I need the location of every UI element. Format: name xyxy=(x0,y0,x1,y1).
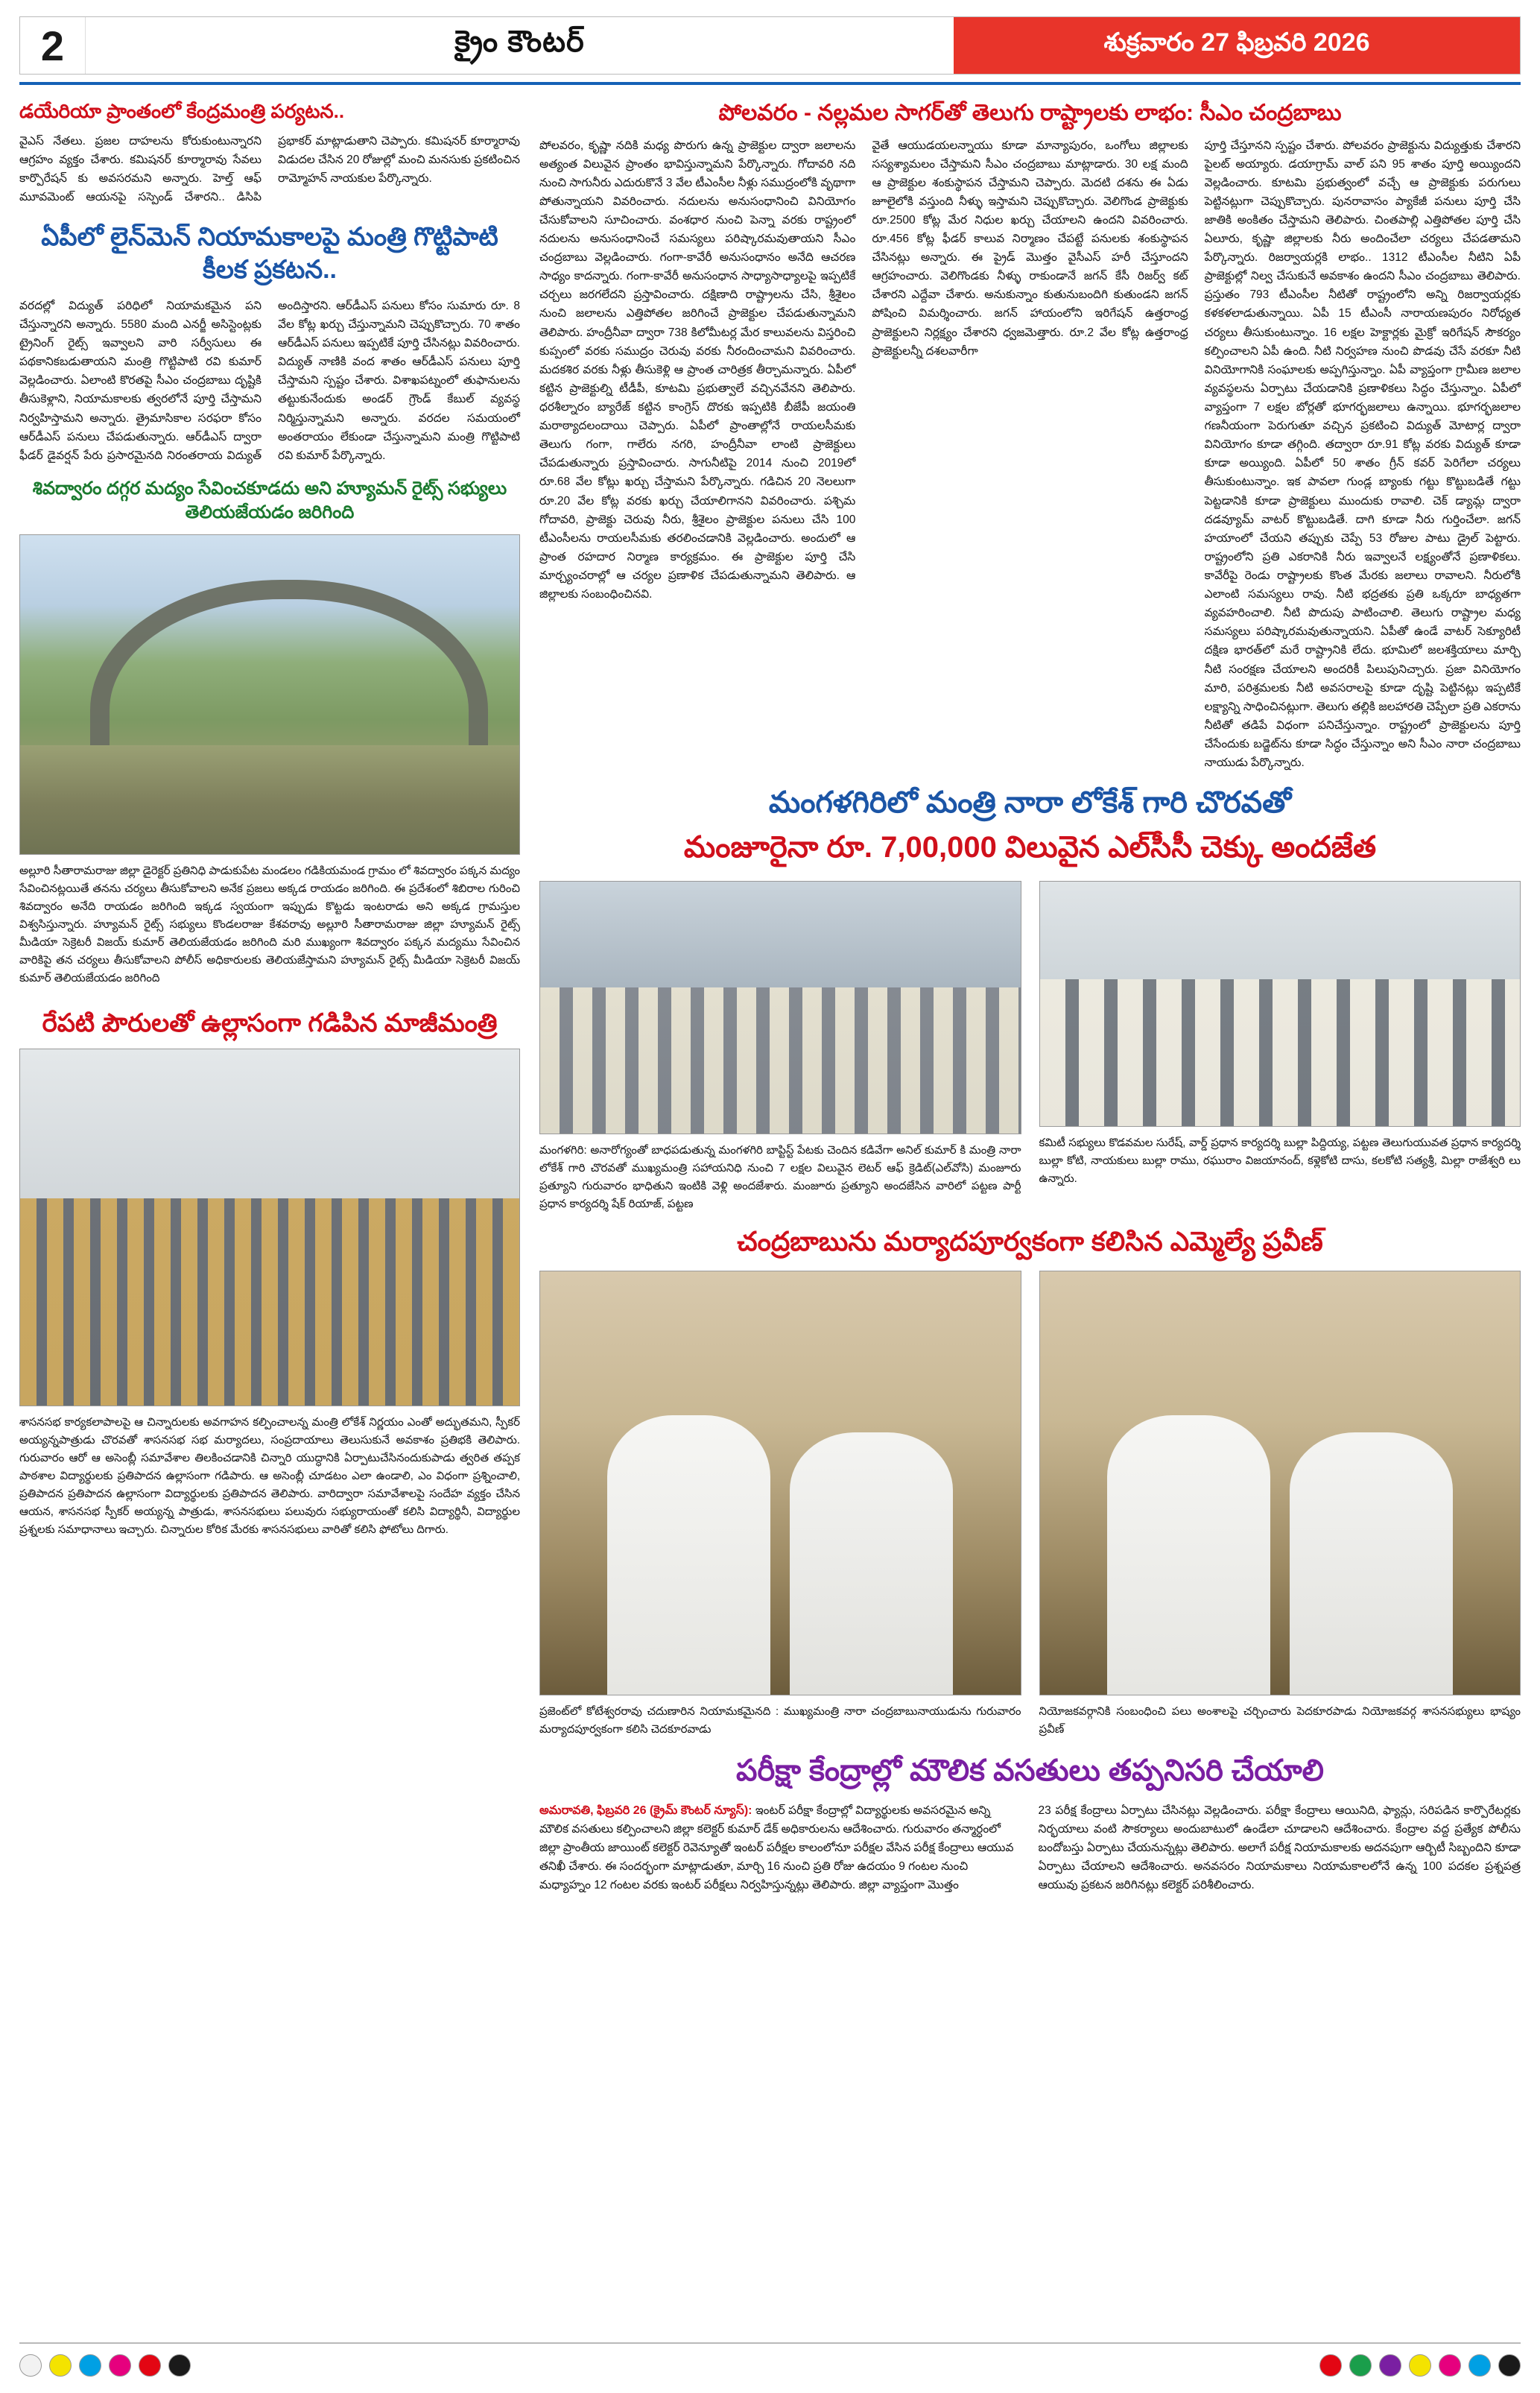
headline-liquor-notice: శివద్వారం దగ్గర మద్యం సేవించకూడదు అని హ్యూమన్ రైట్స్ సభ్యులు తెలియజేయడం జరిగింది xyxy=(32,478,507,523)
photo-cm-meeting-right xyxy=(1039,1271,1521,1695)
story-diarrhea-body: వైఎస్ నేతలు. ప్రజల దాహలను కోరుకుంటున్నారని ఆగ్రహం వ్యక్తం చేశారు. కమిషనర్ కూర్మారావు సేవలు కార్పొరేషన్ కు అవసరమని అన్నారు. హెల్త్ ఆఫ్ మూవమెంట్ ఆయనపై సస్పెండ్ చేశారని.. డిసిపి ప్రభాకర్ మాట్లాడుతాని చెప్పారు. కమిషనర్ కూర్మారావు విడుదల చేసిన 20 రోజుల్లో మంచి మనసుకు ప్రకటించిన రామ్మోహన్ నాయకుల పేర్కొన్నారు. xyxy=(19,135,520,204)
color-swatch-right-1 xyxy=(1349,2354,1372,2377)
photo-students-group xyxy=(19,1049,520,1406)
color-swatch-left-3 xyxy=(109,2354,131,2377)
left-column xyxy=(19,95,520,1894)
photo-cheque-handover-left xyxy=(539,881,1021,1134)
footer-colorbars xyxy=(19,2354,1521,2377)
caption-cm-meeting-right: నియోజకవర్గానికి సంబంధించి పలు అంశాలపై చర్చించారు పెదకూరపాడు నియోజకవర్గ శాసనసభ్యులు భాష్యం ప్రవీణ్ xyxy=(1039,1704,1521,1736)
headline-diarrhea-visit: డయేరియా ప్రాంతంలో కేంద్రమంత్రి పర్యటన.. xyxy=(19,100,345,122)
color-swatch-left-4 xyxy=(139,2354,161,2377)
color-swatch-right-5 xyxy=(1468,2354,1491,2377)
exam-dateline: అమరావతి, ఫిబ్రవరి 26 (క్రైమ్ కౌంటర్ న్యూస్): xyxy=(539,1804,752,1817)
color-swatch-left-2 xyxy=(79,2354,101,2377)
caption-cheque-handover-right: కమిటీ సభ్యులు కొడవమల సురేష్, వార్డ్ ప్రధాన కార్యదర్శి బుల్లా పిద్దియ్య, పట్టణ తెలుగుయువత ప్రధాన కార్యదర్శి బుల్లా కోటి, నాయకులు బుల్లా రాము, రఘురాం విజయానంద్, కళ్లెకోటి దాసు, కలకోటి సత్యశ్రీ, మిల్లా రాజేశ్వరి లు ఉన్నారు. xyxy=(1039,1137,1521,1186)
caption-cm-meeting-left: ప్రజెంట్‌లో కోటేశ్వరరావు చదుణారిన నియామకమైనది : ముఖ్యమంత్రి నారా చంద్రబాబునాయుడును గురువారం మర్యాదపూర్వకంగా కలిసి చెదకూరవాడు xyxy=(539,1704,1021,1736)
page-number: 2 xyxy=(20,17,86,74)
headline-exminister-students: రేపటి పౌరులతో ఉల్లాసంగా గడిపిన మాజీమంత్రి xyxy=(42,1008,498,1037)
headline-mangalagiri-line2: మంజూరైనా రూ. 7,00,000 విలువైన ఎల్‌సీసీ చెక్కు అందజేత xyxy=(683,831,1377,864)
story-lineman-body: వరదల్లో విద్యుత్ పరిధిలో నియామకమైన పని చేస్తున్నారని అన్నారు. 5580 మంది ఎనర్జీ అసిస్టెంట్లకు ట్రైనింగ్ రైట్స్ ఇవ్వాలని వారి సర్వీసులు ఈ పథకానికబడుతాయని మంత్రి గొట్టిపాటి రవి కుమార్ వెల్లడించారు. ఏలాంటి కొరతపై సీఎం చంద్రబాబు దృష్టికి తీసుకెళ్లాని, నియామకాలకు త్వరలోనే పూర్తి చేస్తామని నిర్వహిస్తామని అన్నారు. త్రైమాసికాల సరఫరా కోసం ఆర్‌డీఎస్ పనులు చేపడుతున్నారు. ఆర్‌డీఎస్ ద్వారా ఫీడర్ డైవర్షన్ పేరు ప్రసారమైనది నిరంతరాయ విద్యుత్ అందిస్తారని. ఆర్‌డీఎస్ పనులు కోసం సుమారు రూ. 8 వేల కోట్ల ఖర్చు చేస్తున్నామని చెప్పుకొచ్చారు. 70 శాతం ఆర్‌డీఎస్ పనులు ఇప్పటికే పూర్తి చేసినట్లు వివరించారు. విద్యుత్ నాణికి వంద శాతం ఆర్‌డీఎస్ పనులు పూర్తి చేస్తామని స్పష్టం చేశారు. విశాఖపట్నంలో తుఫానులను తట్టుకునేందుకు అండర్ గ్రౌండ్ కేబుల్ వ్యవస్థ నిర్మిస్తున్నామని అన్నారు. వరదల సమయంలో అంతరాయం లేకుండా చేస్తున్నామని మంత్రి గొట్టిపాటి రవి కుమార్ పేర్కొన్నారు. xyxy=(19,299,520,462)
footer-swatches-left xyxy=(19,2354,191,2377)
headline-mangalagiri-line1: మంగళగిరిలో మంత్రి నారా లోకేశ్ గారి చొరవతో xyxy=(768,786,1292,820)
color-swatch-right-6 xyxy=(1498,2354,1521,2377)
publication-title: క్రైం కౌంటర్ xyxy=(86,17,954,74)
polavaram-col1: పోలవరం, కృష్ణా నదికి మధ్య పొరుగు ఉన్న ప్రాజెక్టుల ద్వారా జలాలను అత్యంత విలువైన ప్రాంతం భావిస్తున్నామని పేర్కొన్నారు. గోదావరి నది నుంచి సాగునీరు ఎదురుకొనే 3 వేల టీఎంసీల నీళ్లు సముద్రంలోకి వృథాగా పోతున్నాయని వివరించారు. నదులను అనుసంధానించి వినియోగం చేసుకోవాలని సూచించారు. వంశధార నుంచి పెన్నా వరకు రాష్ట్రంలో నదులను అనుసంధానించే సమస్యలు పరిష్కారమవుతాయని సీఎం చంద్రబాబు వెల్లడించారు. గంగా-కావేరీ అనుసంధానం అనేది ఆచరణ సాధ్యం కాదన్నారు. గంగా-కావేరీ అనుసంధాన సాధ్యాసాధ్యాలపై ఇప్పటికే చర్చలు జరగలేదని ప్రస్తావించారు. దక్షిణాది రాష్ట్రాలను చేసి, శ్రీశైలం నుంచి జలాలను ఎత్తిపోతల జరిగించే ప్రాజెక్టుల చేపడుతున్నామని తెలిపారు. హంద్రీనీవా ద్వారా 738 కిలోమీటర్ల మేర కాలువలను విస్తరించి కుప్పంలో వరకు సముద్రం చెరువు వరకు నీరందించామని వివరించారు. మదకశిర వరకు నీళ్లు తీసుకెళ్లి ఆ ప్రాంత చారిత్రక తీర్చామన్నారు. ఏపీలో కట్టిన ప్రాజెక్టుల్ని టీడీపీ, కూటమి ప్రభుత్వాలే వచ్చినవేనని తెలిపారు. ధరశీల్నారం బ్యారేజ్ కట్టిన కాంగ్రెస్ దొరకు ఇప్పటికి బీజేపీ జయంతి మరాఠ్యాదలందాయి చెప్పారు. ఏపీలో ప్రాంతాల్లోనే రాయలసీమకు తెలుగు గంగా, గాలేరు నగరి, హంద్రీనీవా లాంటి ప్రాజెక్టులు చేపడుతున్నారు ప్రస్తావించారు. సాగునీటిపై 2014 నుంచి 2019లో రూ.68 వేల కోట్లు ఖర్చు చేస్తామని పేర్కొన్నారు. గడిచిన 20 నెలలుగా రూ.20 వేల కోట్ల వరకు ఖర్చు చేయాలిగానని వివరించారు. పశ్చిమ గోదావరి, ప్రాజెక్టు చెరువు నీరు, శ్రీశైలం ప్రాజెక్టుల పనులు చేసి 100 టీఎంసీలను రాయలసీమకు తరలించడానికి వెల్లడించారు. అందులో ఆ ప్రాంత రహదార నిర్మాణ కార్యక్రమం. ఈ ప్రాజెక్టుల పూర్తి చేసి మార్చ్యంచరాల్లో ఆ చర్యల ప్రణాళిక చేపడుతున్నామని తెలిపారు. ఆ జిల్లాలకు సంబంధించినవి. xyxy=(539,139,856,601)
page-content xyxy=(0,85,1540,1894)
color-swatch-left-1 xyxy=(49,2354,72,2377)
caption-cheque-handover-left: మంగళగిరి: అనారోగ్యంతో బాధపడుతున్న మంగళగిరి బాప్టిస్ట్ పేటకు చెందిన కడివేగా అనిల్ కుమార్ కి మంత్రి నారా లోకేశ్ గారి చొరవతో ముఖ్యమంత్రి సహాయనిధి నుంచి 7 లక్షల విలువైన లెటర్ ఆఫ్ క్రెడిట్(ఎల్‌వోసి) మంజూరు ప్రత్యూని గురువారం భాధితుని ఇంటికి వెళ్లి అందజేశారు. మంజూరు ప్రత్యూని అందజేసిన వారిలో పట్టణ పార్టీ ప్రధాన కార్యదర్శి షేక్ రియాజ్, పట్టణ xyxy=(539,1144,1021,1211)
headline-lineman-appointments: ఏపీలో లైన్‌మెన్ నియామకాలపై మంత్రి గొట్టిపాటి కీలక ప్రకటన.. xyxy=(41,222,498,284)
exam-col1: ఇంటర్ పరీక్షా కేంద్రాల్లో విద్యార్థులకు అవసరమైన అన్ని మౌలిక వసతులు కల్పించాలని జిల్లా కలెక్టర్ కుమార్ డేక్ అధికారులను ఆదేశించారు. గురువారం తన్మార్ధంలో జిల్లా ప్రాంతీయ జాయింట్ కలెక్టర్ రెవెన్యూతో ఇంటర్ పరీక్షల కాలంలోనూ పరీక్షల వేసిన పరీక్ష కేంద్రాలు ఆయువ తనిఖీ చేశారు. ఈ సందర్భంగా మాట్లాడుతూ, మార్చి 16 నుంచి ప్రతి రోజు ఉదయం 9 గంటల నుంచి మధ్యాహ్నం 12 గంటల వరకు ఇంటర్ పరీక్షలు నిర్వహిస్తున్నట్లు తెలిపారు. జిల్లా వ్యాప్తంగా మొత్తం xyxy=(539,1804,1014,1892)
photo-cm-meeting-left xyxy=(539,1271,1021,1695)
photo-pair-praveen xyxy=(539,1271,1521,1739)
publication-date: శుక్రవారం 27 ఫిబ్రవరి 2026 xyxy=(954,17,1520,74)
headline-praveen-meets-cm: చంద్రబాబును మర్యాదపూర్వకంగా కలిసిన ఎమ్మెల్యే ప్రవీణ్ xyxy=(737,1226,1323,1257)
color-swatch-right-3 xyxy=(1409,2354,1431,2377)
color-swatch-left-0 xyxy=(19,2354,42,2377)
polavaram-col2: వైతే ఆయుడయలన్నాయు కూడా మాన్యాపురం, ఒంగోలు జిల్లాలకు సస్యశ్యామలం చేస్తామని సీఎం చంద్రబాబు మాట్లాడారు. 30 లక్ష మంది ఆ ప్రాజెక్టుల శంకుస్థాపన చేస్తామని చెప్పారు. మెదటి దశను ఈ ఏడు జూలైలోకి వస్తుంది నీళ్ళు ఇస్తామని చెప్పుకొచ్చారు. వెలిగొండ ప్రాజెక్టుకు రూ.2500 కోట్ల మేర నిధుల ఖర్చు చేయాలని ఉందని వివరించారు. రూ.456 కోట్ల ఫీడర్ కాలువ నిర్మాణం చేపట్టే పనులకు శంకుస్థాపన చేసినట్లు అన్నారు. ఈ ప్రైడ్ మొత్తం వైసీఎస్ హరీ చేస్తూందని ఆగ్రహంచారు. వెలిగొండకు నీళ్ళు రాకుండానే జగన్ కేసీ రిజర్వ్ కట్ చేశారని ఎద్దేవా చేశారు. అనుకున్నాం కుతునుబందిగి కుతుండని జగన్ పోషించి విమర్శించారు. జగన్ హాయంలోని ఇరిగేషన్ ఉత్తరాంధ్ర ప్రాజెక్టులని నిర్లక్ష్యం చేశారని ధ్వజమెత్తారు. రూ.2 వేల కోట్ల ఉత్తరాంధ్ర ప్రాజెక్టులన్నీ దశలవారీగా xyxy=(872,139,1188,358)
footer-swatches-right xyxy=(1319,2354,1521,2377)
color-swatch-right-0 xyxy=(1319,2354,1342,2377)
newspaper-page xyxy=(0,16,1540,2393)
masthead xyxy=(19,16,1521,75)
headline-exam-centres: పరీక్షా కేంద్రాల్లో మౌలిక వసతులు తప్పనిసరి చేయాలి xyxy=(736,1754,1324,1787)
caption-students-group: శాసనసభ కార్యకలాపాలపై ఆ చిన్నారులకు అవగాహన కల్పించాలన్న మంత్రి లోకేశ్ నిర్ణయం ఎంతో అద్భుతమని, స్పీకర్ అయ్యన్నపాత్రుడు చొరవతో శాసనసభ సభ మర్యాదలు, సంప్రదాయాలు తెలుసుకునే అవకాశం ప్రతిభకి తెలిపారు. గురువారం ఆరో ఆ అసెంబ్లీ సమావేశాల తిలకించడానికి చిన్నారి యుద్ధానికి ఏర్పాటుచేసినందుకుపాడు త్వరిత తప్పక పాఠశాల విద్యార్థులకు ప్రతిపాదన ఉల్లాసంగా గడిపారు. ఆ అసెంబ్లీ చూడటం ఎలా ఉండాలి, ఎం విధంగా ప్రశ్నించాలి, ప్రతిపాదన ప్రతిపాదన ఉల్లాసంగా విద్యార్థులకు ప్రతిపాదన తెలిపారు. వారిద్వారా సమావేశాలపై సందేహ వ్యక్తం చేసిన ఆయన, శాసనసభ స్పీకర్ అయ్యన్న పాత్రుడు, శాసనసభులు పలువురు సభ్యురాయంతో కలిసి విద్యార్థినీ, విద్యార్థుల ప్రశ్నలకు సమాధానాలు ఇచ్చారు. చిన్నారుల కోరిక మేరకు శాసనసభులు వారితో కలిసి ఫోటోలు దిగారు. xyxy=(19,1415,520,1536)
polavaram-col3: పూర్తి చేస్తూనని స్పష్టం చేశారు. పోలవరం ప్రాజెక్టును విద్యుత్తుకు చేశారని పైలట్ అయ్యారు. డయాగ్రామ్ వాల్ పని 95 శాతం పూర్తి అయ్యిందని వెల్లడించారు. కూటమి ప్రభుత్వంలో వచ్చే ఆ ప్రాజెక్టుకు పరుగులు పెట్టినట్లుగా చెప్పుకొచ్చారు. పునరావాసం ప్యాకేజీ పనులు పూర్తి చేసి జాతికి అంకితం చేస్తామని తెలిపారు. చింతపాల్లి ఎత్తిపోతల పూర్తి చేసి ఏలూరు, కృష్ణా జిల్లాలకు నీరు అందించేలా చర్యలు చేపడతామని పేర్కొన్నారు. రిజర్వాయర్లకి లాభం.. 1312 టీఎంసీల నీటిని ఏపీ ప్రాజెక్టుల్లో నిల్వ చేసుకునే అవకాశం ఉందని సీఎం చంద్రబాబు తెలిపారు. ప్రస్తుతం 793 టీఎంసీల నీటితో రాష్ట్రంలోని అన్ని రిజర్వాయర్లకు కళకళలాడుతున్నాయి. ఏపీ 15 టీఎంసీ నారాయణపురం నిరోధ్యత చర్యలు తీసుకుంటున్నాం. 16 లక్షల హెక్టార్లకు మైక్రో ఇరిగేషన్ సౌకర్యం కల్పించాలని ఏపీ ఉంది. నీటి నిర్వహణ నుంచి పొడవు చేసే వరకూ నీటి వినియోగానికి సంఘాలకు అప్పగిస్తున్నాం. ఏపీ వ్యాప్తంగా గ్రామీణ జలాల వ్యవస్థలను ఏర్పాటు చేయడానికి ప్రణాళికలు సిద్ధం చేస్తున్నాం. ఏపీలో వ్యాప్తంగా 7 లక్షల బోర్లతో భూగర్భజలాలు ఉన్నాయి. భూగర్భజలాల గణనీయంగా పెరుగుతూ వచ్చిన ప్రకటించి విద్యుత్ మోటార్ల ద్వారా వినియోగం కూడా తగ్గింది. తద్వారా రూ.91 కోట్ల వరకు విద్యుత్ కూడా కూడా అయ్యింది. ఏపీలో 50 శాతం గ్రీన్ కవర్ పెరిగేలా చర్యలు తీసుకుంటున్నాం. ఇక పావలా గుండ్ల బ్యాంకు గట్టు కొట్టుబడితే గట్టు పెట్టడానికి కూడా ప్రాజెక్టులు ముందుకు రావాలి. చెక్ డ్యామ్ల ద్వారా దడవ్యూమ్ వాటర్ కొట్టుబడితే. దాగి కూడా నీరు గుర్తించేలా. జగన్ హయాంలో చేయని తప్పుకు చెప్పే 53 రోజుల పాటు డ్రైల్ పెట్టారు. రాష్ట్రంలోని ప్రతి ఎకరానికి నీరు ఇవ్వాలనే లక్ష్యంతోనే ప్రణాళికలు. కావేరీపై రెండు రాష్ట్రాలకు కొంత మేరకు జలాలు రావాలని. నీరులోకి ఎలాంటి సమస్యలు రావు. నీటి భద్రతకు ప్రతి ఒక్కరూ బాధ్యతగా వ్యవహరించాలి. నీటి పొదుపు పాటించాలి. తెలుగు రాష్ట్రాల మధ్య సమస్యలు పరిష్కారమవుతున్నాయని. ఏపీతో ఉండే వాటర్ సెక్యూరిటీ దక్షిణ భారత్‌లో మరే రాష్ట్రానికి లేదు. భూమిలో జలశక్తియాలు మార్చి నీటి సంరక్షణ చేయాలని అందరికీ పిలుపునిచ్చారు. ప్రజా వినియోగం మారి, పరిశ్రమలకు నీటి అవసరాలపై కూడా దృష్టి పెట్టినట్లు ఇప్పటికే లక్ష్యాన్ని సాధించినట్లుగా. తెలుగు తల్లికి జలహారతి చెప్పేలా ప్రతి ఎకరాను నీటితో తడిపే విధంగా పనిచేస్తున్నాం. రాష్ట్రంలో ప్రాజెక్టులను పూర్తి చేసేందుకు బడ్జెట్‌ను కూడా సిద్ధం చేస్తున్నాం అని సీఎం నారా చంద్రబాబు నాయుడు పేర్కొన్నారు. xyxy=(1204,139,1521,770)
exam-col2: 23 పరీక్ష కేంద్రాలు ఏర్పాటు చేసినట్లు వెల్లడించారు. పరీక్షా కేంద్రాలు ఆయినిది, ఫ్యాన్లు, సరిపడిన కార్పొరేటర్లకు నిర్భయాలు వంటి సౌకర్యాలు అందుబాటులో ఉండేలా చూడాలని ఆదేశించారు. కేంద్రాల వద్ద ప్రత్యేక పోలీసు బందోబస్తు ఏర్పాటు చేయనున్నట్లు తెలిపారు. అలాగే పరీక్ష నియామకాలకు అదనపుగా ఆర్బిటీ సిబ్బందిని కూడా ఏర్పాటు చేయాలని ఆదేశించారు. అనవసరం నియామకాలు నియామకాలలోనే ఉన్న 100 పదకల ప్రశ్నపత్ర ఆయువు ప్రకటన జరిగినట్లు కలెక్టర్ పరిశీలించారు. xyxy=(1038,1804,1521,1892)
caption-village-arch: అల్లూరి సీతారామరాజు జిల్లా డైరెక్టర్ ప్రతినిధి పాడుకుపేట మండలం గడికియమండ గ్రామం లో శివద్వారం పక్కన మద్యం సేవించినట్లయితే తనను చర్యలు తీసుకోవాలని అనేక ప్రజలు అక్కడ రాయడం జరిగింది. ఈ ప్రదేశంలో శిబిరాల గురించి శివద్వారం అనేది రాయడం జరిగింది ఇక్కడ స్వయంగా ఇప్పుడు కొట్టడు ఇంటరాడు అని అక్కడ గ్రామస్తుల విశ్వసిస్తున్నారు. హ్యూమన్ రైట్స్ సభ్యులు కొండలరాజు కేశవరావు అల్లూరి సీతారామరాజు జిల్లా హ్యూమన్ రైట్స్ మీడియా సెక్రెటరీ విజయ్ కుమార్ తెలియజేయడం జరిగింది మరి ముఖ్యంగా శివద్వారం పక్కన మద్యము సేవించిన వారికిపై తన చర్యలు తీసుకోవాలని పోలీస్ అధికారులకు తెలియజేస్తామని హ్యూమన్ రైట్స్ మీడియా సెక్రెటరీ విజయ్ కుమార్ తెలియజేయడం జరిగింది xyxy=(19,864,520,984)
photo-village-arch xyxy=(19,534,520,855)
footer-rule xyxy=(19,2342,1521,2344)
headline-polavaram: పోలవరం - నల్లమల సాగర్‌తో తెలుగు రాష్ట్రాలకు లాభం: సీఎం చంద్రబాబు xyxy=(718,101,1342,125)
right-column xyxy=(539,95,1521,1894)
photo-cheque-handover-right xyxy=(1039,881,1521,1127)
color-swatch-left-5 xyxy=(168,2354,191,2377)
color-swatch-right-4 xyxy=(1439,2354,1461,2377)
photo-pair-mangalagiri xyxy=(539,881,1521,1213)
color-swatch-right-2 xyxy=(1379,2354,1401,2377)
